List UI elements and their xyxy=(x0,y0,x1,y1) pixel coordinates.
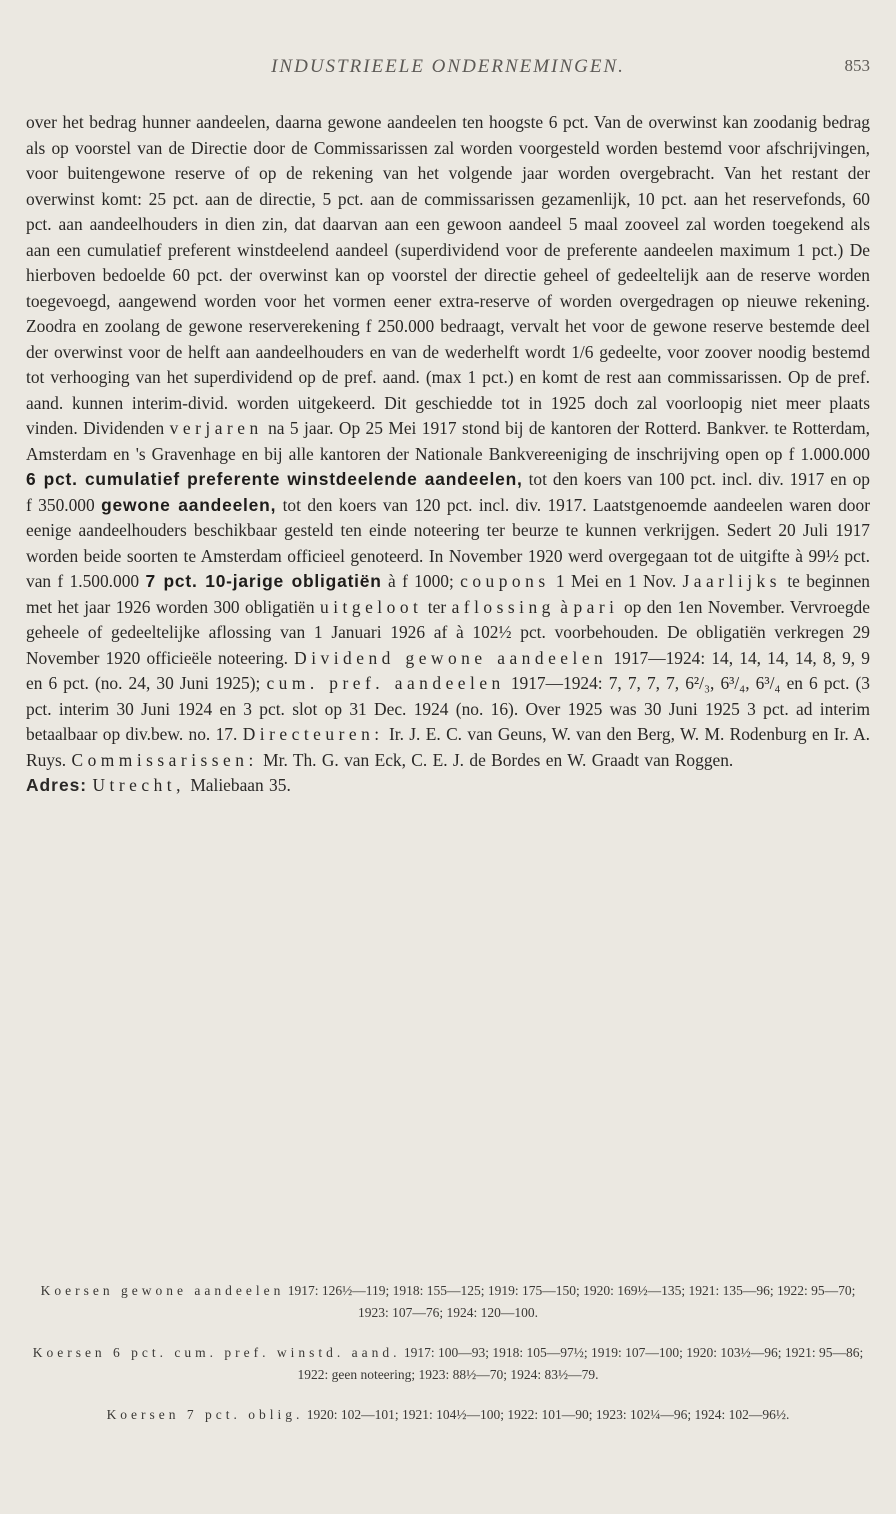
quote-text: 1920: 102—101; 1921: 104½—100; 1922: 101—90; 1923: 102¼—96; 1924: 102—96½. xyxy=(306,1407,790,1422)
text-p4: tot den koers van 120 pct. incl. div. 1917. Laatstgenoemde aandeelen waren door eenige aandeelhouders beschikbaar gesteld ten einde noteering ter beurze te kunnen verkrijgen. Sedert 20 Juli 1917 worden beide soorten te Amsterdam officieel genoteerd. In November 1920 werd overgegaan tot de uitgifte à 99½ pct. van f 1.500.000 xyxy=(26,494,870,591)
text-coupons: coupons xyxy=(460,571,550,591)
heading-preferred-shares: 6 pct. cumulatief preferente winstdeelende aandeelen, xyxy=(26,469,523,489)
adres-city: Utrecht, xyxy=(92,775,185,795)
text-jaarlijks: Jaarlijks xyxy=(682,571,781,591)
adres-street: Maliebaan 35. xyxy=(190,775,291,795)
label-cum-pref: cum. pref. aandeelen xyxy=(266,673,505,693)
text-p12: 1917—1924: 7, 7, 7, 7, 6²/₃, 6³/₄, 6³/₄ en 6 pct. (3 pct. interim 30 Juni 1924 en 3 pct. slot op 31 Dec. 1924 (no. 16). Over 1925 was 30 Juni 1925 3 pct. ad interim betaalbaar op div.bew. no. 17. xyxy=(26,673,870,744)
quote-label: Koersen gewone aandeelen xyxy=(40,1283,285,1298)
quote-label: Koersen 6 pct. cum. pref. winstd. aand. xyxy=(32,1345,401,1360)
text-p5: à f 1000; xyxy=(388,571,454,591)
text-p9: à xyxy=(560,596,569,617)
text-p10: op den 1en November. Vervroegde geheele of gedeeltelijke aflossing van 1 Januari 1926 af à 102½ pct. voorbehouden. De obligatiën verkregen 29 November 1920 officieële noteering. xyxy=(26,596,870,668)
company-description xyxy=(26,110,870,799)
quote-ordinary-shares xyxy=(26,1280,870,1324)
text-p13: Ir. J. E. C. van Geuns, W. van den Berg, W. M. Rodenburg en Ir. A. Ruys. xyxy=(26,724,870,770)
quote-text: 1917: 100—93; 1918: 105—97½; 1919: 107—100; 1920: 103½—96; 1921: 95—86; 1922: geen noteering; 1923: 88½—70; 1924: 83½—79. xyxy=(297,1345,864,1382)
text-p7: te beginnen met het jaar 1926 worden 300 obligatiën xyxy=(26,571,870,617)
quote-preferred-shares xyxy=(26,1342,870,1386)
text-verjaren: verjaren xyxy=(169,418,263,438)
quote-bonds xyxy=(26,1404,870,1426)
label-commissarissen: Commissarissen: xyxy=(71,749,258,770)
text-aflossing: aflossing xyxy=(451,596,555,617)
text-p2: na 5 jaar. Op 25 Mei 1917 stond bij de kantoren der Rotterd. Bankver. te Rotterdam, Amsterdam en 's Gravenhage en bij alle kantoren der Nationale Bankvereeniging de inschrijving open op f 1.000.000 xyxy=(26,418,870,464)
text-p6: 1 Mei en 1 Nov. xyxy=(555,571,677,591)
quote-label: Koersen 7 pct. oblig. xyxy=(106,1407,304,1422)
text-p8: ter xyxy=(427,596,447,617)
text-p1: over het bedrag hunner aandeelen, daarna gewone aandeelen ten hoogste 6 pct. Van de overwinst kan zoodanig bedrag als op voorstel van de Directie door de Commissarissen zal worden voorgesteld worden bestemd voor afschrijvingen, voor buitengewone reserve of op de rekening van het volgende jaar worden overgebracht. Van het restant der overwinst komt: 25 pct. aan de directie, 5 pct. aan de commissarissen gezamenlijk, 10 pct. aan het reservefonds, 60 pct. aan aandeelhouders in dien zin, dat daarvan aan een gewoon aandeel 5 maal zooveel zal worden toegekend als aan een cumulatief preferent winstdeelend aandeel (superdividend voor de preferente aandeelen maximum 1 pct.) De hierboven bedoelde 60 pct. der overwinst kan op voorstel der directie geheel of gedeeltelijk aan de reserve worden toegevoegd, aangewend worden voor het vormen eener extra-reserve of worden overgedragen op nieuwe rekening. Zoodra en zoolang de gewone reserverekening f 250.000 bedraagt, vervalt het voor de gewone reserve bestemde deel der overwinst voor de helft aan aandeelhouders en van de wederhelft wordt 1/6 gedeelte, voor zoover noodig bestemd tot verhooging van het superdividend op de pref. aand. (max 1 pct.) en komt de rest aan commissarissen. Op de pref. aand. kunnen interim-divid. worden uitgekeerd. Dit geschiedde tot in 1925 doch zal voorloopig niet meer plaats vinden. Dividenden xyxy=(26,112,870,438)
running-title: INDUSTRIEELE ONDERNEMINGEN. xyxy=(271,56,625,77)
quote-text: 1917: 126½—119; 1918: 155—125; 1919: 175—150; 1920: 169½—135; 1921: 135—96; 1922: 95—70; 1923: 107—76; 1924: 120—100. xyxy=(287,1283,856,1320)
text-p11: 1917—1924: 14, 14, 14, 14, 8, 9, 9 en 6 pct. (no. 24, 30 Juni 1925); xyxy=(26,647,870,693)
label-adres: Adres: xyxy=(26,775,88,795)
price-quotes xyxy=(26,1280,870,1444)
heading-bonds: 7 pct. 10-jarige obligatiën xyxy=(145,571,382,591)
heading-ordinary-shares: gewone aandeelen, xyxy=(101,494,277,515)
text-p14: Mr. Th. G. van Eck, C. E. J. de Bordes en W. Graadt van Roggen. xyxy=(263,749,734,770)
label-dividend-ordinary: Dividend gewone aandeelen xyxy=(294,647,608,668)
label-directeuren: Directeuren: xyxy=(242,724,384,744)
text-p3: tot den koers van 100 pct. incl. div. 1917 en op f 350.000 xyxy=(26,469,870,515)
page-header xyxy=(0,56,896,86)
text-pari: pari xyxy=(573,596,619,617)
page-number: 853 xyxy=(844,56,870,75)
text-uitgeloot: uitgeloot xyxy=(320,596,423,617)
